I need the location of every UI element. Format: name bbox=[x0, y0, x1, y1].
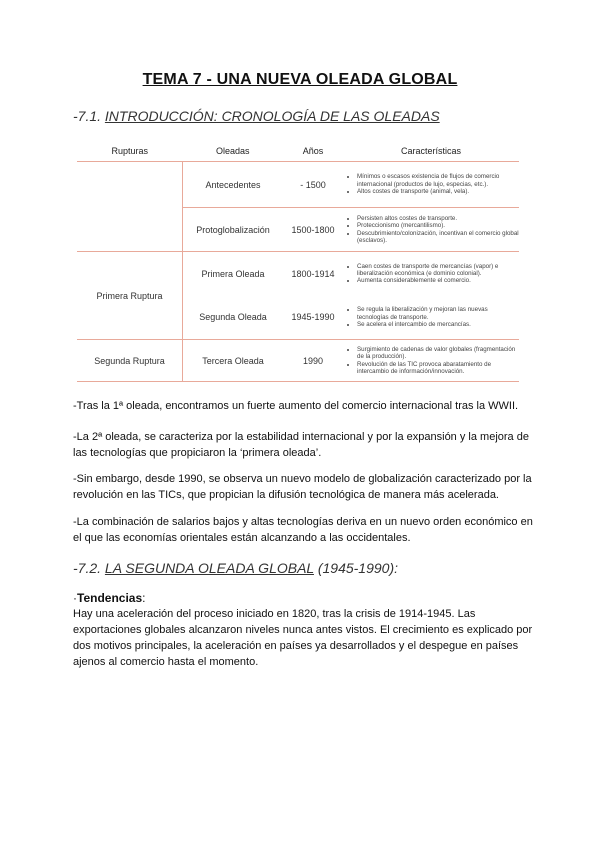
tendencias-heading bbox=[73, 591, 145, 605]
tendencias-paragraph: Hay una aceleración del proceso iniciado en 1820, tras la crisis de 1914-1945. Las exportaciones globales alcanzaron niveles nunca antes vistos. El crecimiento es explicado por dos motivos principales, la aceleración en países ya desarrollados y el despegue en países ajenos al comercio hasta el momento. bbox=[73, 608, 533, 668]
list-item: • Se acelera el intercambio de mercancías. bbox=[357, 321, 519, 328]
paragraph: -Tras la 1ª oleada, encontramos un fuerte aumento del comercio internacional tras la WWII. bbox=[73, 400, 519, 412]
table-row bbox=[77, 252, 519, 296]
ruptura-cell bbox=[77, 162, 183, 252]
list-item: • Aumenta considerablemente el comercio. bbox=[357, 277, 519, 284]
section-number: -7.1. bbox=[73, 108, 105, 124]
tendencias-label: Tendencias bbox=[77, 591, 143, 605]
anos-cell: 1945-1990 bbox=[283, 296, 343, 340]
anos-cell: - 1500 bbox=[283, 162, 343, 208]
oleada-cell: Primera Oleada bbox=[201, 268, 265, 279]
table-header-row bbox=[77, 140, 519, 162]
page-title: TEMA 7 - UNA NUEVA OLEADA GLOBAL bbox=[142, 71, 458, 88]
section-period: (1945-1990): bbox=[313, 560, 399, 576]
caracteristicas-cell bbox=[343, 252, 519, 296]
section-number: -7.2. bbox=[73, 560, 105, 576]
caracteristicas-cell bbox=[343, 208, 519, 252]
list-item: • Persisten altos costes de transporte. bbox=[357, 215, 519, 222]
table-row bbox=[77, 340, 519, 382]
section-title: INTRODUCCIÓN: CRONOLOGÍA DE LAS OLEADAS bbox=[104, 108, 440, 124]
header-oleadas: Oleadas bbox=[183, 140, 284, 162]
oleada-cell: Protoglobalización bbox=[183, 208, 284, 252]
list-item: • Descubrimiento/colonización, incentivan el comercio global (esclavos). bbox=[357, 230, 519, 245]
section-heading-segunda-oleada bbox=[73, 560, 398, 576]
caracteristicas-cell bbox=[343, 296, 519, 340]
header-rupturas: Rupturas bbox=[77, 140, 183, 162]
oleada-cell: Antecedentes bbox=[183, 162, 284, 208]
oleada-cell: Segunda Oleada bbox=[183, 296, 284, 340]
anos-cell: 1800-1914 bbox=[291, 268, 335, 279]
anos-cell: 1990 bbox=[283, 340, 343, 382]
list-item: • Caen costes de transporte de mercancías (vapor) e liberalización económica (e dominio colonial). bbox=[357, 263, 519, 278]
section-heading-introduccion bbox=[73, 108, 440, 124]
table-row bbox=[77, 162, 519, 208]
header-caracteristicas: Características bbox=[343, 140, 519, 162]
caracteristicas-cell bbox=[343, 162, 519, 208]
ruptura-cell: Segunda Ruptura bbox=[77, 340, 183, 382]
list-item: • Proteccionismo (mercantilismo). bbox=[357, 222, 519, 229]
paragraph: -Sin embargo, desde 1990, se observa un nuevo modelo de globalización caracterizado por la revolución en las TICs, que propician la difusión tecnológica de manera más acelerada. bbox=[73, 473, 532, 501]
tendencias-colon: : bbox=[142, 591, 146, 605]
list-item: • Revolución de las TIC provoca abaratamiento de intercambio de información/innovación. bbox=[357, 361, 519, 376]
oleada-cell: Tercera Oleada bbox=[183, 340, 284, 382]
bullet-dot: · bbox=[73, 591, 77, 605]
section-title: LA SEGUNDA OLEADA GLOBAL bbox=[104, 560, 314, 576]
list-item: • Mínimos o escasos existencia de flujos de comercio internacional (productos de lujo, especias, etc.). bbox=[357, 173, 519, 188]
paragraph: -La 2ª oleada, se caracteriza por la estabilidad internacional y por la expansión y la mejora de las tecnologías que propiciaron la ‘primera oleada’. bbox=[73, 431, 529, 459]
paragraph: -La combinación de salarios bajos y altas tecnologías deriva en un nuevo orden económico en el que las economías orientales están alcanzando a las occidentales. bbox=[73, 516, 533, 544]
chronology-table bbox=[77, 140, 519, 382]
list-item: • Surgimiento de cadenas de valor globales (fragmentación de la producción). bbox=[357, 346, 519, 361]
ruptura-cell: Primera Ruptura bbox=[77, 252, 183, 340]
anos-cell: 1500-1800 bbox=[283, 208, 343, 252]
list-item: • Se regula la liberalización y mejoran las nuevas tecnologías de transporte. bbox=[357, 306, 519, 321]
header-anos: Años bbox=[283, 140, 343, 162]
caracteristicas-cell bbox=[343, 340, 519, 382]
list-item: • Altos costes de transporte (animal, vela). bbox=[357, 188, 519, 195]
